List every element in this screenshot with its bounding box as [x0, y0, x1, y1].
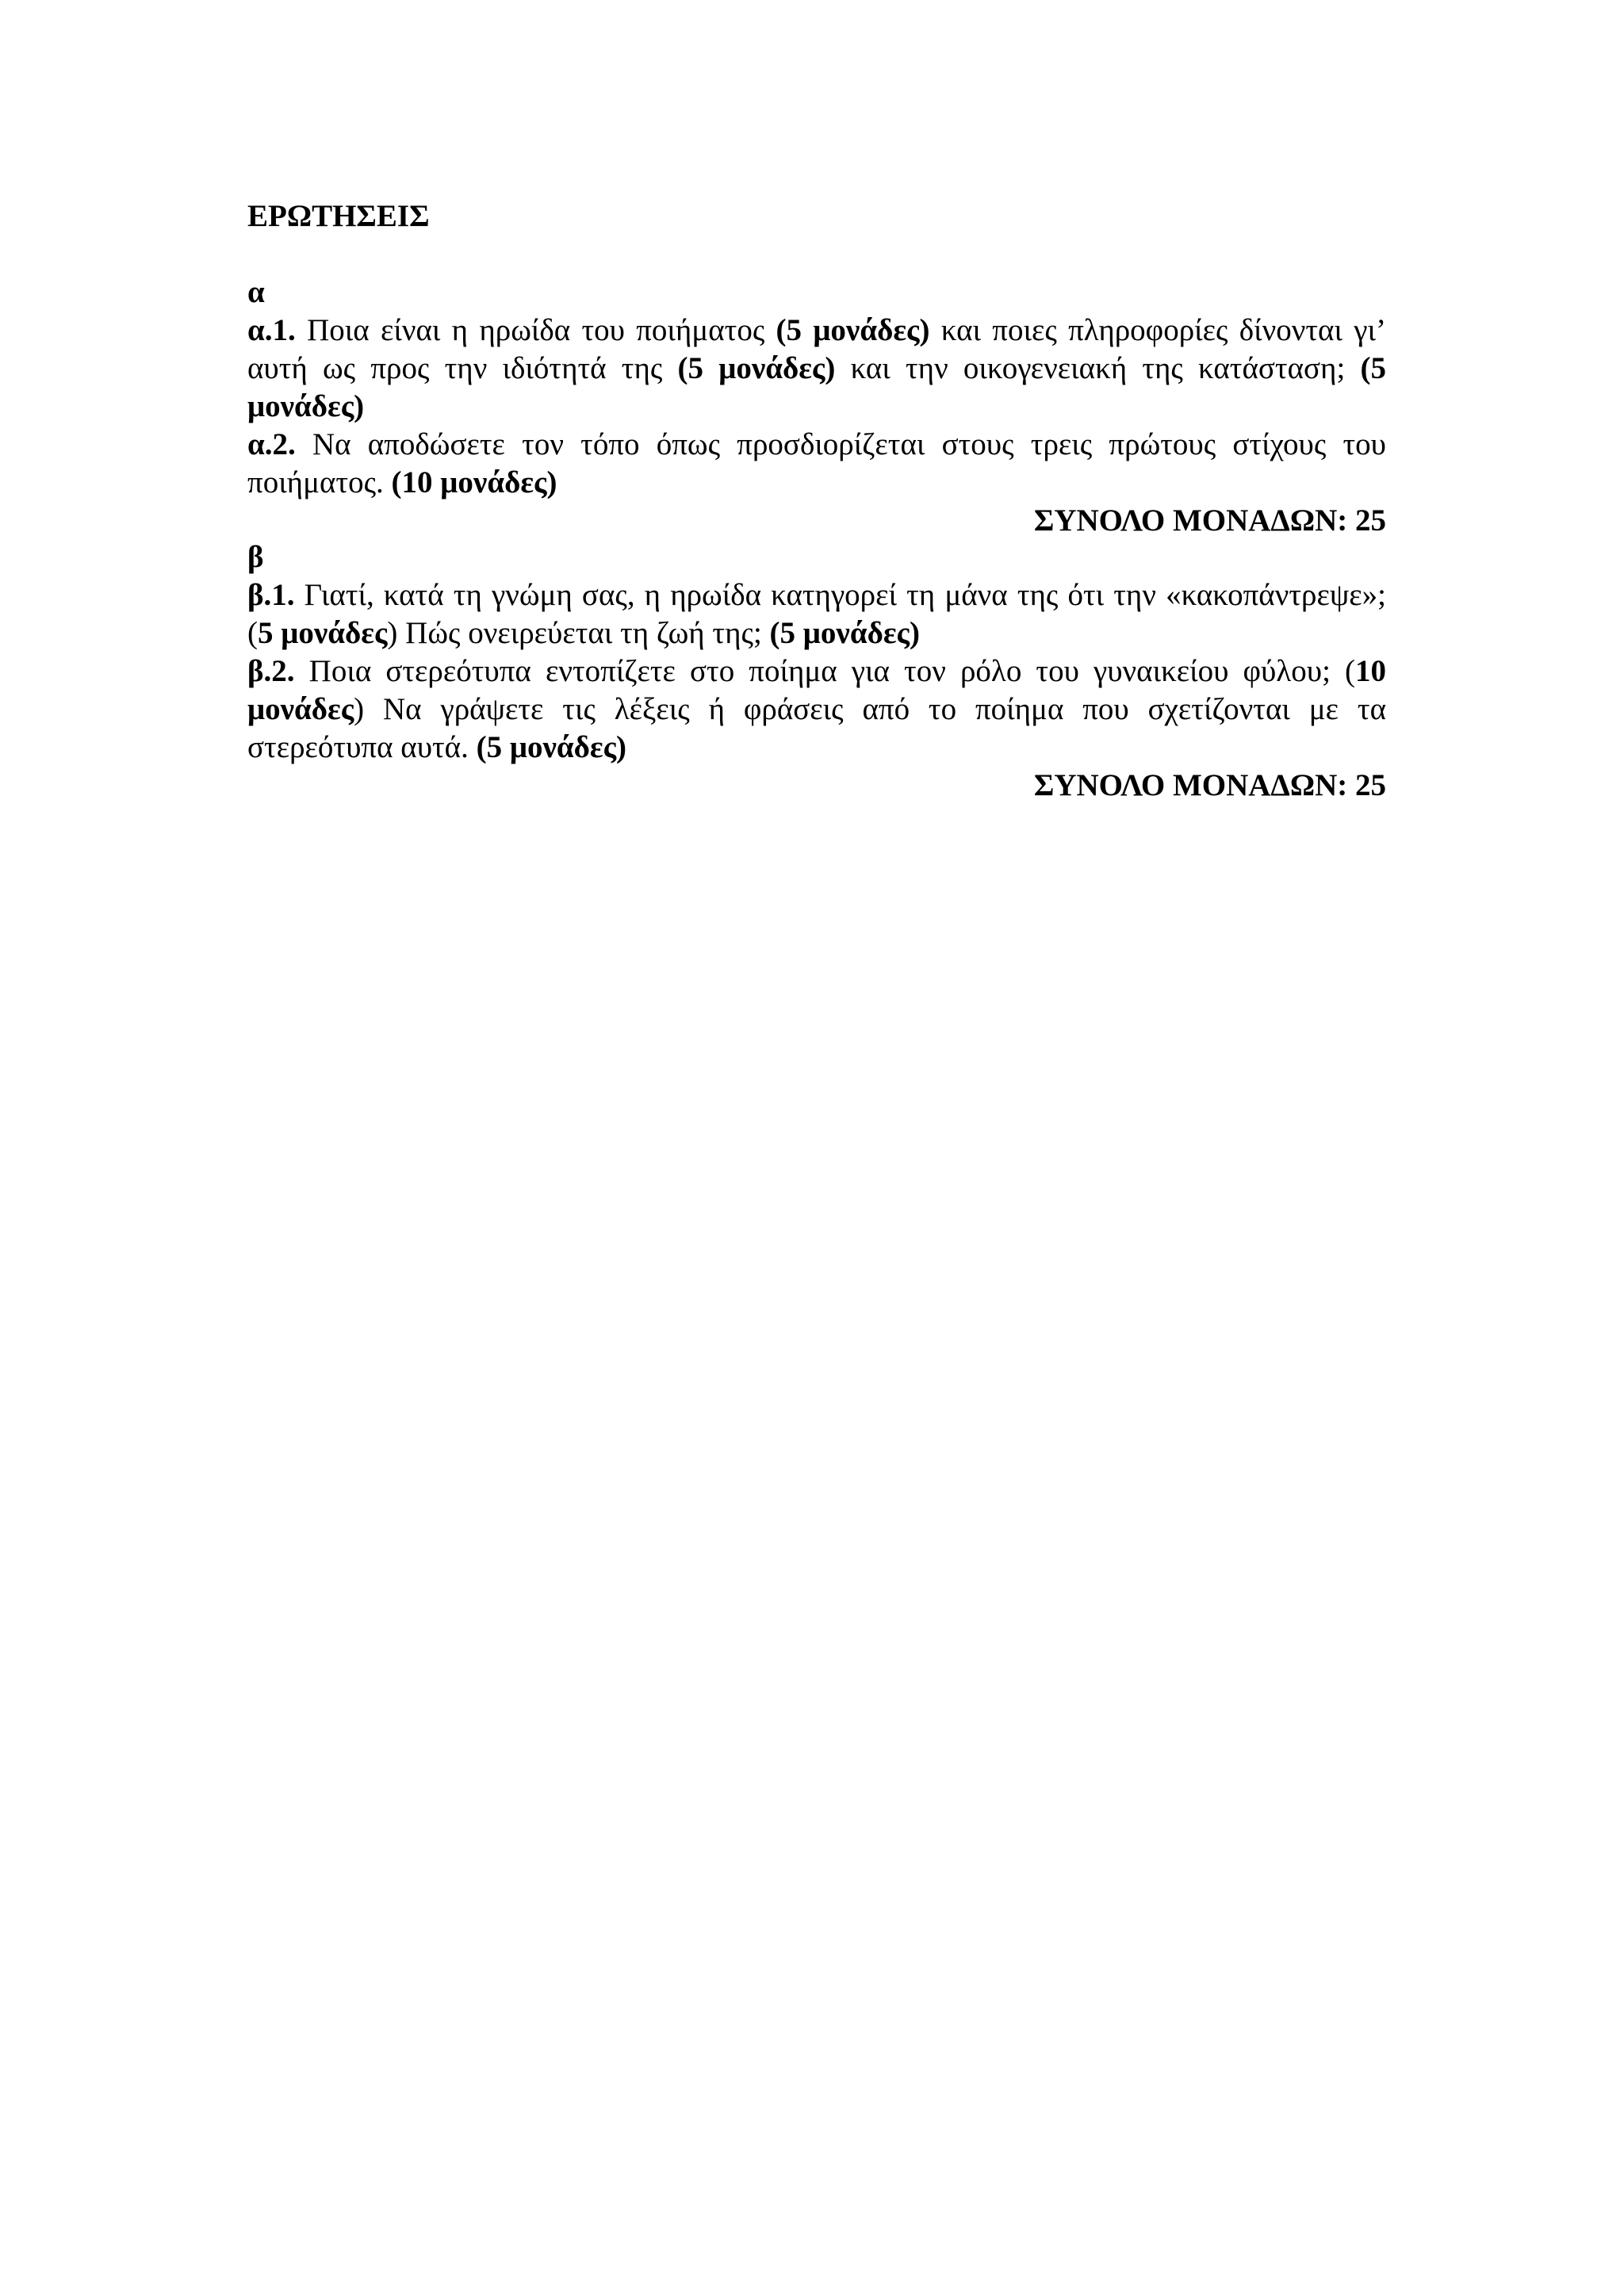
question-b1-points-2: (5 μονάδες) [769, 616, 920, 650]
question-a1-points-3: (5 μονάδες) [247, 351, 1386, 423]
question-b2-points-1: 10 μονάδες [247, 654, 1386, 726]
question-a2 [247, 426, 1386, 502]
section-b [247, 538, 1386, 805]
question-b2-text-1: Ποια στερεότυπα εντοπίζετε στο ποίημα για τον ρόλο του γυναικείου φύλου; ( [294, 654, 1355, 688]
section-b-letter: β [247, 540, 264, 574]
question-a2-points-1: (10 μονάδες) [391, 465, 557, 499]
page-title: ΕΡΩΤΗΣΕΙΣ [247, 199, 430, 233]
section-a-letter: α [247, 275, 265, 309]
question-a1-text-1: Ποια είναι η ηρωίδα του ποιήματος [295, 313, 776, 347]
question-b2-points-2: (5 μονάδες) [476, 730, 627, 764]
question-b1-text-2: ) Πώς ονειρεύεται τη ζωή της; [387, 616, 770, 650]
question-a2-number: α.2. [247, 427, 296, 461]
question-b2 [247, 652, 1386, 767]
question-a1-points-1: (5 μονάδες) [776, 313, 930, 347]
section-a [247, 274, 1386, 540]
question-b2-text-2: ) Να γράψετε τις λέξεις ή φράσεις από το ποίημα που σχετίζονται με τα στερεότυπα αυτά. [247, 692, 1386, 764]
question-a1-text-2: και ποιες πληροφορίες δίνονται γι’ αυτή ως προς την ιδιότητά της [247, 313, 1386, 385]
question-b1 [247, 576, 1386, 652]
question-b1-points-1: 5 μονάδες [258, 616, 388, 650]
question-b1-text-1: Γιατί, κατά τη γνώμη σας, η ηρωίδα κατηγορεί τη μάνα της ότι την «κακοπάντρεψε»; ( [247, 578, 1386, 650]
question-a1-text-3: και την οικογενειακή της κατάσταση; [835, 351, 1361, 385]
section-a-total: ΣΥΝΟΛΟ ΜΟΝΑΔΩΝ: 25 [1033, 503, 1386, 538]
question-a1-points-2: (5 μονάδες) [677, 351, 836, 385]
question-b1-number: β.1. [247, 578, 295, 612]
question-b2-number: β.2. [247, 654, 295, 688]
question-a1 [247, 312, 1386, 426]
question-a1-number: α.1. [247, 313, 296, 347]
section-b-total: ΣΥΝΟΛΟ ΜΟΝΑΔΩΝ: 25 [1033, 768, 1386, 802]
question-a2-text-1: Να αποδώσετε τον τόπο όπως προσδιορίζεται στους τρεις πρώτους στίχους του ποιήματος. [247, 427, 1386, 499]
